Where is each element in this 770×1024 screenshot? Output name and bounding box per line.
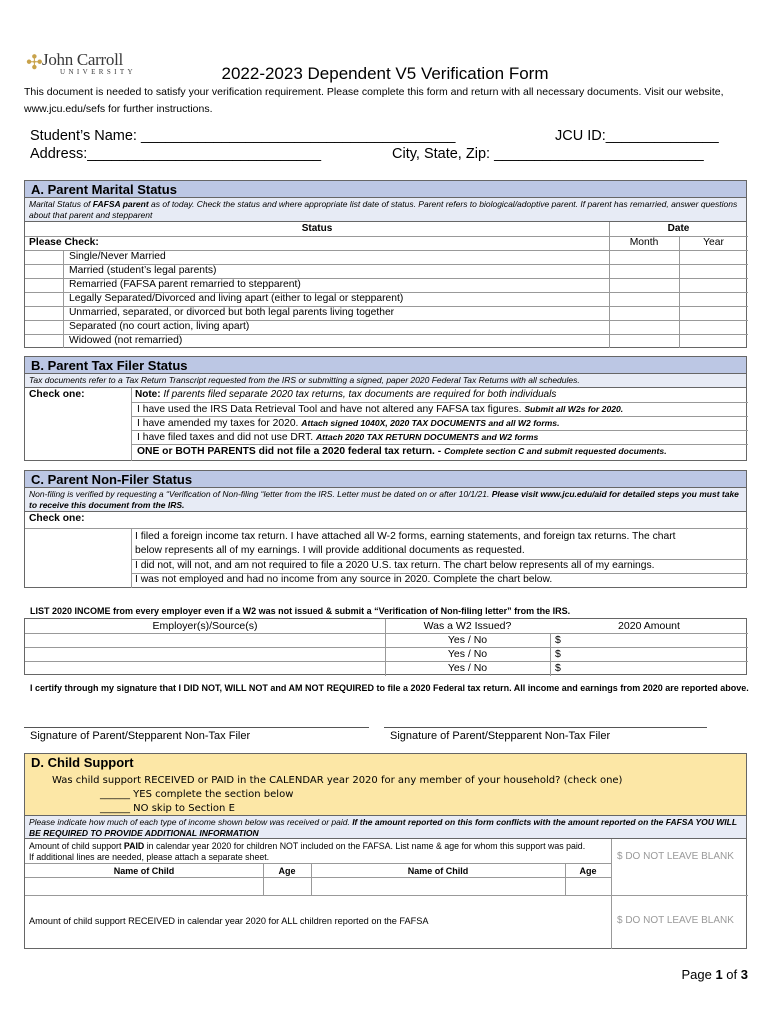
no-option[interactable]: ______ NO skip to Section E bbox=[100, 803, 235, 814]
marital-option: Unmarried, separated, or divorced but both legal parents living together bbox=[69, 307, 395, 318]
section-d-note bbox=[24, 815, 747, 839]
option-text: I have used the IRS Data Retrieval Tool and have not altered any FAFSA tax figures. bbox=[137, 404, 525, 415]
note-text: as of today. Check the status and where appropriate list date of status. Parent refers to biological/adoptive parent. If parent has remarried, answer questions about that parent and stepparent bbox=[29, 199, 738, 220]
amount-cell[interactable]: $ bbox=[555, 634, 561, 646]
intro-text: This document is needed to satisfy your verification requirement. Please complete this form and return with all necessary documents. Visit our website, www.jcu.edu/sefs for further instructions. bbox=[24, 86, 724, 115]
jcu-id-field[interactable]: JCU ID:______________ bbox=[555, 128, 719, 144]
note-text: Please indicate how much of each type of income shown below was received or paid. bbox=[29, 817, 353, 827]
section-c-note bbox=[24, 488, 747, 512]
child-age-header: Age bbox=[579, 866, 597, 876]
page-number bbox=[681, 967, 748, 982]
check-one-label: Check one: bbox=[29, 513, 85, 524]
signature-line-1[interactable] bbox=[24, 727, 369, 728]
section-a-heading: A. Parent Marital Status bbox=[24, 180, 747, 198]
section-c bbox=[24, 470, 747, 588]
option-instruction: Complete section C and submit requested documents. bbox=[444, 446, 667, 456]
marital-option: Legally Separated/Divorced and living apart (either to legal or stepparent) bbox=[69, 293, 404, 304]
date-column-header: Date bbox=[667, 223, 690, 234]
signature-label-1: Signature of Parent/Stepparent Non-Tax Filer bbox=[30, 730, 251, 742]
certification-text: I certify through my signature that I DID NOT, WILL NOT and AM NOT REQUIRED to file a 2020 Federal tax return. All income and earnings from 2020 are reported above. bbox=[30, 683, 749, 693]
tax-option-no-drt bbox=[137, 430, 538, 444]
section-b-note: Tax documents refer to a Tax Return Transcript requested from the IRS or submitting a signed, paper 2020 Federal Tax Returns with all schedules. bbox=[24, 374, 747, 388]
form-title: 2022-2023 Dependent V5 Verification Form bbox=[221, 64, 549, 83]
received-amount-field[interactable]: $ DO NOT LEAVE BLANK bbox=[617, 915, 734, 926]
note-bold: If the amount reported on this form conflicts with the amount reported on the FAFSA YOU WILL BE REQUIRED TO PROVIDE ADDITIONAL INFORMATION bbox=[29, 817, 737, 838]
option-text: I have filed taxes and did not use DRT. bbox=[137, 432, 316, 443]
note-text: Marital Status of bbox=[29, 199, 93, 209]
note-label: Note: bbox=[135, 389, 161, 400]
section-d-heading: D. Child Support bbox=[31, 755, 134, 770]
note-text: Non-filing is verified by requesting a “Verification of Non-filing “letter from the IRS. Letter must be dated on or after 10/1/21. bbox=[29, 489, 492, 499]
child-support-question: Was child support RECEIVED or PAID in the CALENDAR year 2020 for any member of your household? (check one) bbox=[52, 775, 623, 786]
marital-option: Remarried (FAFSA parent remarried to stepparent) bbox=[69, 279, 301, 290]
section-a-note bbox=[24, 198, 747, 222]
logo-name: John Carroll bbox=[42, 50, 123, 69]
amount-cell[interactable]: $ bbox=[555, 648, 561, 660]
check-one-label: Check one: bbox=[29, 389, 85, 400]
w2-answer[interactable]: Yes / No bbox=[447, 634, 488, 646]
received-description: Amount of child support RECEIVED in calendar year 2020 for ALL children reported on the FAFSA bbox=[29, 916, 429, 926]
marital-option: Married (student’s legal parents) bbox=[69, 265, 217, 276]
w2-header: Was a W2 Issued? bbox=[423, 620, 512, 632]
child-age-header: Age bbox=[278, 866, 296, 876]
option-instruction: Attach signed 1040X, 2020 TAX DOCUMENTS and all W2 forms. bbox=[301, 418, 560, 428]
option-instruction: Attach 2020 TAX RETURN DOCUMENTS and W2 forms bbox=[315, 432, 539, 442]
marital-option: Separated (no court action, living apart) bbox=[69, 321, 250, 332]
note-bold: FAFSA parent bbox=[92, 199, 149, 209]
employer-header: Employer(s)/Source(s) bbox=[152, 620, 258, 632]
paid-text: Amount of child support bbox=[29, 841, 124, 851]
non-filer-option-not-employed: I was not employed and had no income from any source in 2020. Complete the chart below. bbox=[135, 574, 553, 585]
please-check-label: Please Check: bbox=[29, 237, 99, 248]
year-header: Year bbox=[703, 237, 724, 248]
non-filer-table bbox=[24, 512, 747, 588]
signature-line-2[interactable] bbox=[384, 727, 707, 728]
city-state-zip-field[interactable]: City, State, Zip: __________________________ bbox=[392, 146, 704, 162]
tax-option-non-filer bbox=[137, 444, 667, 458]
note-text: If parents filed separate 2020 tax returns, tax documents are required for both individuals bbox=[160, 389, 557, 400]
w2-answer[interactable]: Yes / No bbox=[447, 648, 488, 660]
paid-bold: PAID bbox=[123, 841, 145, 851]
option-text: I have amended my taxes for 2020. bbox=[137, 418, 302, 429]
yes-option[interactable]: ______ YES complete the section below bbox=[100, 789, 294, 800]
tax-note bbox=[135, 388, 556, 402]
tax-filer-table bbox=[24, 388, 747, 461]
marital-option: Single/Never Married bbox=[69, 251, 166, 262]
income-list-label: LIST 2020 INCOME from every employer even if a W2 was not issued & submit a “Verification of Non-filing letter” from the IRS. bbox=[30, 606, 571, 616]
section-b-heading: B. Parent Tax Filer Status bbox=[24, 356, 747, 374]
address-field[interactable]: Address:_____________________________ bbox=[30, 146, 322, 162]
w2-answer[interactable]: Yes / No bbox=[447, 662, 488, 674]
child-name-header: Name of Child bbox=[407, 866, 469, 876]
paid-description bbox=[29, 841, 589, 863]
paid-text: in calendar year 2020 for children NOT included on the FAFSA. List name & age for whom this support was paid. If additional lines are needed, please attach a separate sheet. bbox=[29, 841, 586, 862]
tax-option-amended bbox=[137, 416, 559, 430]
note-bold: Please visit www.jcu.edu/aid for detailed steps you must take to receive this document from the IRS. bbox=[29, 489, 739, 510]
option-instruction: Submit all W2s for 2020. bbox=[524, 404, 624, 414]
marital-status-table bbox=[24, 222, 747, 348]
section-a bbox=[24, 180, 747, 348]
section-b bbox=[24, 356, 747, 461]
cross-icon: ✣ bbox=[26, 50, 43, 74]
page-of: of bbox=[722, 967, 741, 982]
tax-option-drt bbox=[137, 402, 623, 416]
student-name-field[interactable]: Student’s Name: _______________________________________ bbox=[30, 128, 456, 144]
signature-label-2: Signature of Parent/Stepparent Non-Tax Filer bbox=[390, 730, 611, 742]
marital-option: Widowed (not remarried) bbox=[69, 335, 183, 346]
paid-amount-field[interactable]: $ DO NOT LEAVE BLANK bbox=[617, 851, 734, 862]
total-pages: 3 bbox=[740, 967, 748, 982]
option-text: ONE or BOTH PARENTS did not file a 2020 federal tax return. - bbox=[137, 446, 445, 457]
non-filer-option-not-required: I did not, will not, and am not required to file a 2020 U.S. tax return. The chart below represents all of my earnings. bbox=[135, 560, 655, 571]
page-label: Page bbox=[681, 967, 716, 982]
month-header: Month bbox=[629, 237, 659, 248]
current-page: 1 bbox=[715, 967, 723, 982]
non-filer-option-foreign-cont: below represents all of my earnings. I will provide additional documents as requested. bbox=[135, 545, 525, 556]
section-d-box bbox=[24, 753, 747, 815]
logo-subtitle: UNIVERSITY bbox=[60, 68, 136, 76]
income-table bbox=[24, 618, 747, 675]
status-column-header: Status bbox=[301, 223, 333, 234]
child-support-table bbox=[24, 839, 747, 949]
amount-header: 2020 Amount bbox=[618, 620, 680, 632]
amount-cell[interactable]: $ bbox=[555, 662, 561, 674]
child-name-header: Name of Child bbox=[113, 866, 175, 876]
non-filer-option-foreign: I filed a foreign income tax return. I have attached all W-2 forms, earning statements, and foreign tax returns. The chart bbox=[135, 531, 676, 542]
section-c-heading: C. Parent Non-Filer Status bbox=[24, 470, 747, 488]
section-d bbox=[24, 753, 747, 949]
